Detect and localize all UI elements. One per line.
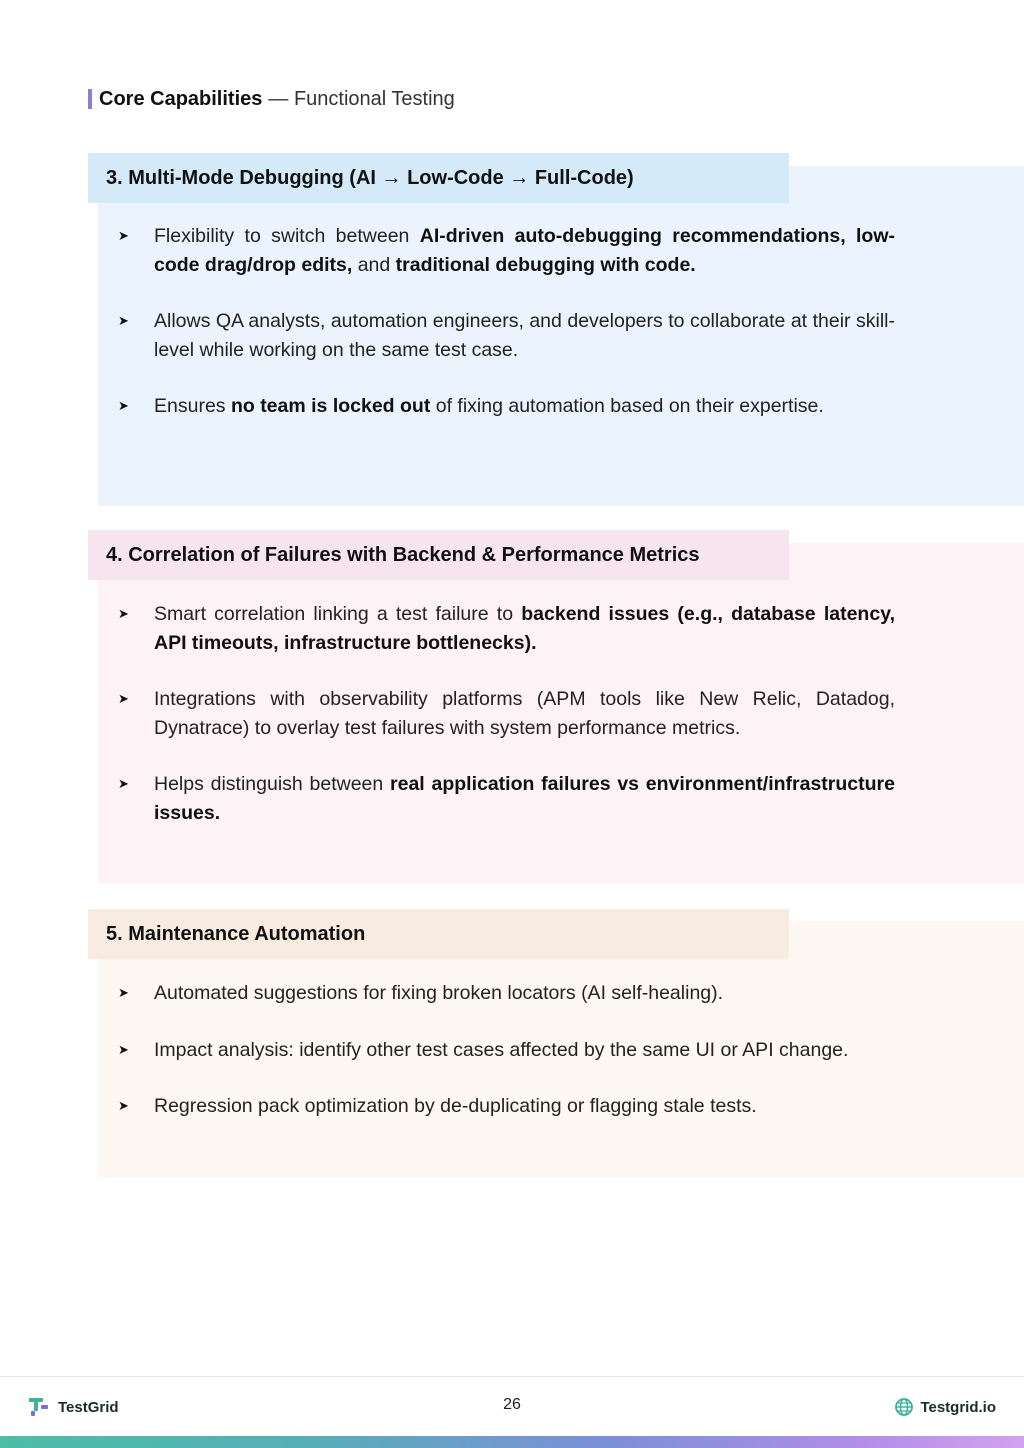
list-item xyxy=(118,600,895,657)
section-3-bullets xyxy=(118,222,895,449)
header-title: Core Capabilities xyxy=(99,87,263,110)
arrowhead-icon: ➤ xyxy=(118,1041,129,1057)
bullet-text: Integrations with observability platforms (APM tools like New Relic, Datadog, Dynatrace) to overlay test failures with system performance metrics. xyxy=(154,688,895,739)
arrowhead-icon: ➤ xyxy=(118,313,129,328)
page-number: 26 xyxy=(503,1396,521,1413)
header-subtitle: — Functional Testing xyxy=(268,87,455,110)
list-item xyxy=(118,392,895,421)
section-4-bullets xyxy=(118,600,895,855)
list-item xyxy=(118,685,895,742)
arrowhead-icon: ➤ xyxy=(118,776,129,791)
globe-icon xyxy=(894,1397,914,1417)
arrowhead-icon: ➤ xyxy=(118,398,129,413)
section-4-title: 4. Correlation of Failures with Backend & Performance Metrics xyxy=(88,530,789,580)
list-item xyxy=(118,1036,895,1065)
header-accent-bar xyxy=(88,89,92,109)
bullet-text: Regression pack optimization by de-duplicating or flagging stale tests. xyxy=(154,1095,757,1117)
bullet-text: Impact analysis: identify other test cases affected by the same UI or API change. xyxy=(154,1038,849,1061)
list-item xyxy=(118,307,895,364)
bullet-text: Smart correlation linking a test failure to backend issues (e.g., database latency, API timeouts, infrastructure bottlenecks). xyxy=(154,603,896,654)
list-item xyxy=(118,1092,895,1121)
list-item xyxy=(118,222,895,279)
section-5-bullets xyxy=(118,979,895,1149)
arrowhead-icon: ➤ xyxy=(118,1098,129,1113)
page-header xyxy=(88,86,455,112)
section-3-title: 3. Multi-Mode Debugging (AI → Low-Code → Full-Code) xyxy=(88,153,789,203)
arrowhead-icon: ➤ xyxy=(118,606,129,621)
footer-website[interactable] xyxy=(894,1397,996,1417)
list-item xyxy=(118,979,895,1008)
footer-website-text[interactable]: Testgrid.io xyxy=(920,1398,996,1416)
bullet-text: Flexibility to switch between AI-driven auto-debugging recommendations, low-code drag/drop edits, and traditional debugging with code. xyxy=(154,225,895,276)
bullet-text: Allows QA analysts, automation engineers, and developers to collaborate at their skill-level while working on the same test case. xyxy=(154,310,895,361)
bullet-text: Helps distinguish between real application failures vs environment/infrastructure issues. xyxy=(154,773,895,824)
arrowhead-icon: ➤ xyxy=(118,985,129,1000)
footer-brand-name: TestGrid xyxy=(58,1398,119,1416)
footer-divider xyxy=(0,1376,1024,1377)
arrowhead-icon: ➤ xyxy=(118,691,129,706)
arrowhead-icon: ➤ xyxy=(118,228,129,243)
bullet-text: Ensures no team is locked out of fixing automation based on their expertise. xyxy=(154,395,824,417)
footer-gradient-bar xyxy=(0,1436,1024,1448)
section-5-title: 5. Maintenance Automation xyxy=(88,909,789,959)
bullet-text: Automated suggestions for fixing broken locators (AI self-healing). xyxy=(154,982,724,1004)
list-item xyxy=(118,770,895,827)
